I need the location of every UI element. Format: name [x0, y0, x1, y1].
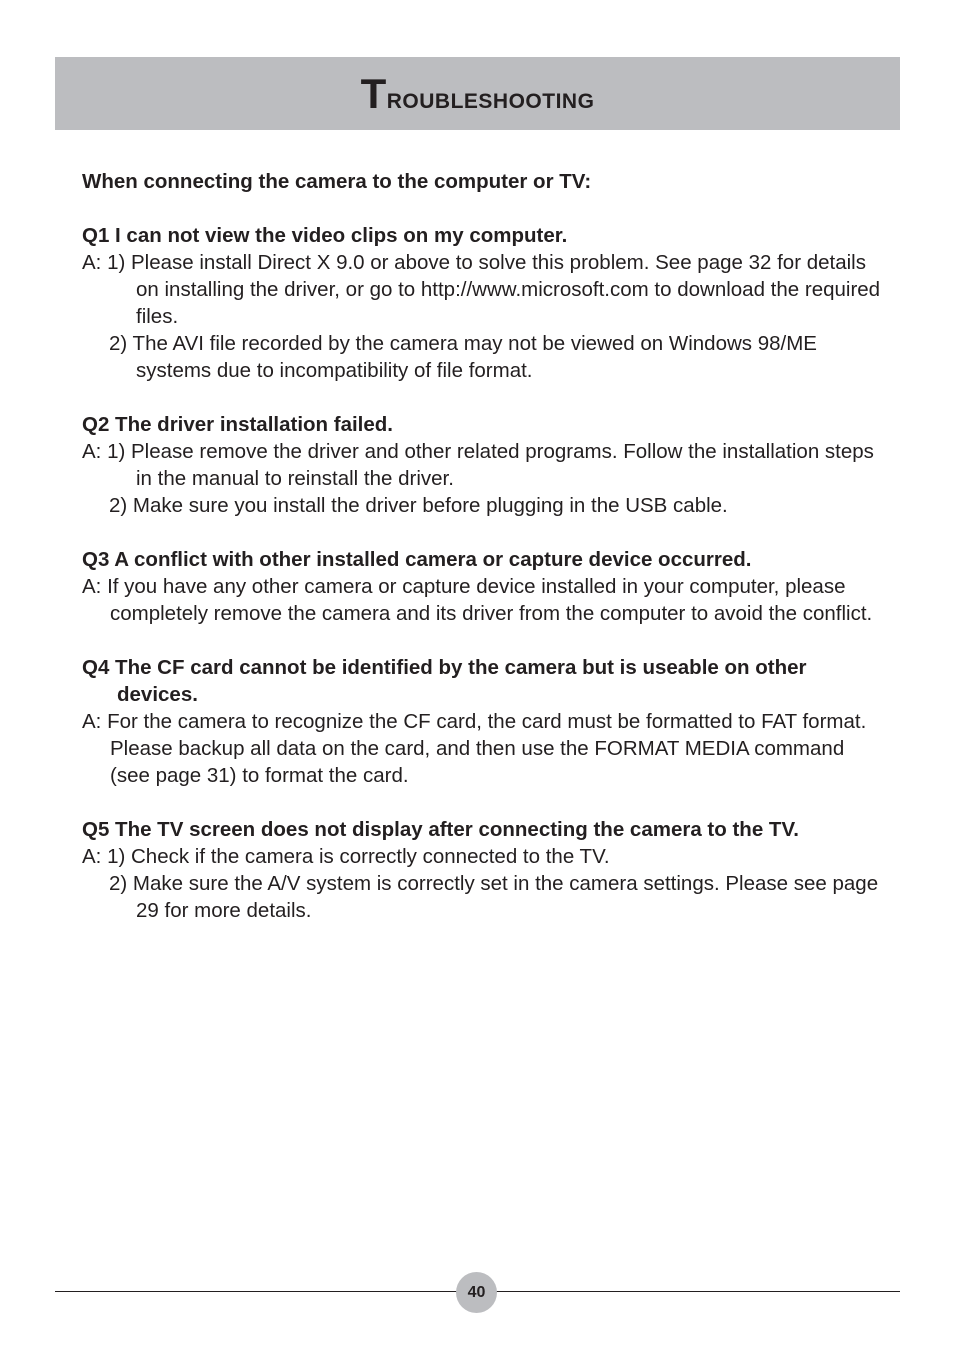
troubleshooting-content — [82, 168, 882, 924]
q5-question: Q5 The TV screen does not display after connecting the camera to the TV. — [82, 818, 799, 841]
q4-answer-1: A: For the camera to recognize the CF card, the card must be formatted to FAT format. Please backup all data on the card, and then use the FORMAT MEDIA command (see page 31) to format the card. — [82, 710, 867, 787]
title-bar — [55, 57, 900, 130]
q1-answer-2: 2) The AVI file recorded by the camera may not be viewed on Windows 98/ME systems due to incompatibility of file format. — [109, 332, 817, 382]
q5-answer-1: A: 1) Check if the camera is correctly connected to the TV. — [82, 845, 610, 868]
q1-answer-1: A: 1) Please install Direct X 9.0 or above to solve this problem. See page 32 for details on installing the driver, or go to http://www.microsoft.com to download the required files. — [82, 251, 881, 328]
q2-answer-1: A: 1) Please remove the driver and other related programs. Follow the installation steps in the manual to reinstall the driver. — [82, 440, 874, 490]
q1-question: Q1 I can not view the video clips on my computer. — [82, 224, 568, 247]
q5-answer-2: 2) Make sure the A/V system is correctly set in the camera settings. Please see page 29 for more details. — [109, 872, 879, 922]
q2-question: Q2 The driver installation failed. — [82, 413, 393, 436]
q3-answer-1: A: If you have any other camera or capture device installed in your computer, please completely remove the camera and its driver from the computer to avoid the conflict. — [82, 575, 873, 625]
q4-question: Q4 The CF card cannot be identified by the camera but is useable on other devices. — [82, 656, 807, 706]
page-number-badge: 40 — [456, 1272, 497, 1313]
q2-answer-2: 2) Make sure you install the driver before plugging in the USB cable. — [109, 494, 728, 517]
page-title: Troubleshooting — [360, 69, 595, 117]
q3-question: Q3 A conflict with other installed camera or capture device occurred. — [82, 548, 752, 571]
intro-heading: When connecting the camera to the computer or TV: — [82, 170, 592, 193]
